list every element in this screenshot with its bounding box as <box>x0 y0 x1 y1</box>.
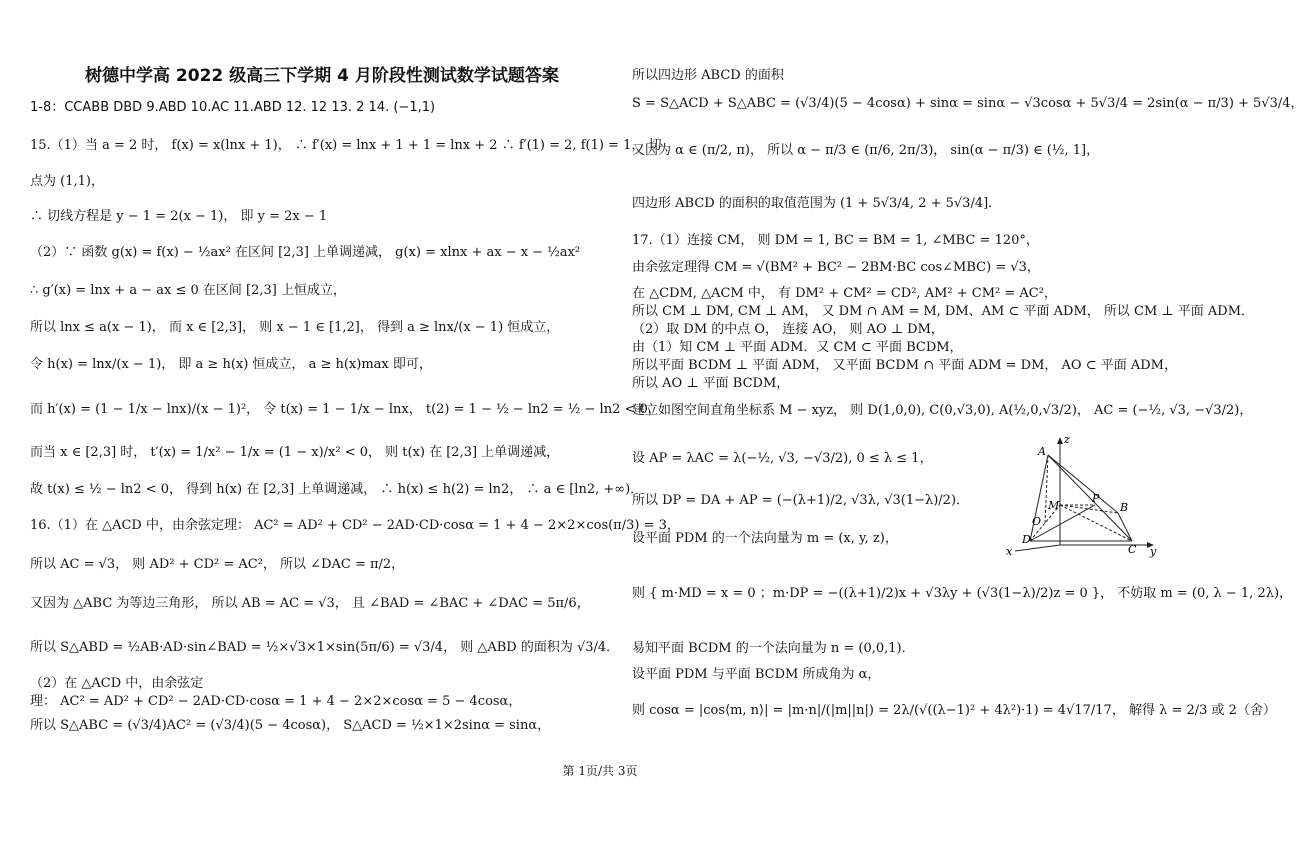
text-line: 建立如图空间直角坐标系 M − xyz， 则 D(1,0,0), C(0,√3,0), A(½,0,√3/2)， AC = (−½, √3, −√3/2)， <box>632 403 1253 418</box>
text-line: 16.（1）在 △ACD 中，由余弦定理： AC² = AD² + CD² − 2AD·CD·cosα = 1 + 4 − 2×2×cos(π/3) = 3， <box>30 518 680 533</box>
answer-key: 1-8：CCABB DBD 9.ABD 10.AC 11.ABD 12. 12 13. 2 14. (−1,1) <box>30 100 436 115</box>
text-line: 则 { m·MD = x = 0 ；m·DP = −((λ+1)/2)x + √3λy + (√3(1−λ)/2)z = 0 }， 不妨取 m = (0, λ − 1, 2λ)， <box>632 586 1293 601</box>
text-line: 由余弦定理得 CM = √(BM² + BC² − 2BM·BC cos∠MBC) = √3， <box>632 260 1040 275</box>
page-footer: 第 1页/共 3页 <box>562 764 638 778</box>
label-d: D <box>1022 533 1031 546</box>
page-title: 树德中学高 2022 级高三下学期 4 月阶段性测试数学试题答案 <box>85 66 559 86</box>
label-y: y <box>1150 545 1157 558</box>
text-line: 点为 (1,1)， <box>30 174 104 189</box>
label-x: x <box>1006 545 1013 558</box>
text-line: 15.（1）当 a = 2 时， f(x) = x(lnx + 1)， ∴ f′(x) = lnx + 1 + 1 = lnx + 2 ∴ f′(1) = 2, f(1) = 1， 切 <box>30 138 662 153</box>
text-line: 而 h′(x) = (1 − 1/x − lnx)/(x − 1)²， 令 t(x) = 1 − 1/x − lnx， t(2) = 1 − ½ − ln2 = ½ − ln2 < 0， <box>30 402 661 417</box>
text-line: 则 cosα = |cos⟨m, n⟩| = |m·n|/(|m||n|) = 2λ/(√((λ−1)² + 4λ²)·1) = 4√17/17， 解得 λ = 2/3 或 2（舍） <box>632 703 1276 718</box>
text-line: 令 h(x) = lnx/(x − 1)， 即 a ≥ h(x) 恒成立， a ≥ h(x)max 即可， <box>30 357 432 372</box>
text-line: 所以 CM ⊥ DM, CM ⊥ AM， 又 DM ∩ AM = M, DM、AM ⊂ 平面 ADM， 所以 CM ⊥ 平面 ADM． <box>632 304 1255 319</box>
z-arrow-icon <box>1057 437 1063 444</box>
text-line: 由（1）知 CM ⊥ 平面 ADM．又 CM ⊂ 平面 BCDM， <box>632 340 963 355</box>
text-line: 所以 AC = √3， 则 AD² + CD² = AC²， 所以 ∠DAC = π/2， <box>30 557 405 572</box>
text-line: 理： AC² = AD² + CD² − 2AD·CD·cosα = 1 + 4 − 2×2×cosα = 5 − 4cosα， <box>30 694 522 709</box>
text-line: 设平面 PDM 与平面 BCDM 所成角为 α， <box>632 667 881 682</box>
label-a: A <box>1038 445 1046 458</box>
text-line: 设平面 PDM 的一个法向量为 m = (x, y, z)， <box>632 531 898 546</box>
text-line: 所以 S△ABC = (√3/4)AC² = (√3/4)(5 − 4cosα)， S△ACD = ½×1×2sinα = sinα， <box>30 718 551 733</box>
label-o: O <box>1032 515 1042 528</box>
text-line: 而当 x ∈ [2,3] 时， t′(x) = 1/x² − 1/x = (1 − x)/x² < 0， 则 t(x) 在 [2,3] 上单调递减， <box>30 445 560 460</box>
text-line: 在 △CDM, △ACM 中， 有 DM² + CM² = CD², AM² + CM² = AC²， <box>632 286 1057 301</box>
text-line: 所以平面 BCDM ⊥ 平面 ADM， 又平面 BCDM ∩ 平面 ADM = DM， AO ⊂ 平面 ADM， <box>632 358 1177 373</box>
label-m: M <box>1048 499 1060 512</box>
text-line: 又因为 α ∈ (π/2, π)， 所以 α − π/3 ∈ (π/6, 2π/3)， sin(α − π/3) ∈ (½, 1]， <box>632 143 1100 158</box>
text-line: ∴ g′(x) = lnx + a − ax ≤ 0 在区间 [2,3] 上恒成立， <box>30 283 346 298</box>
label-p: P <box>1092 492 1100 505</box>
text-line: 所以 lnx ≤ a(x − 1)， 而 x ∈ [2,3]， 则 x − 1 ∈ [1,2]， 得到 a ≥ lnx/(x − 1) 恒成立， <box>30 320 560 335</box>
label-b: B <box>1120 501 1129 514</box>
text-line: （2）在 △ACD 中，由余弦定 <box>30 676 204 691</box>
text-line: 又因为 △ABC 为等边三角形， 所以 AB = AC = √3， 且 ∠BAD = ∠BAC + ∠DAC = 5π/6， <box>30 596 590 611</box>
text-line: 所以 S△ABD = ½AB·AD·sin∠BAD = ½×√3×1×sin(5π/6) = √3/4， 则 △ABD 的面积为 √3/4． <box>30 640 620 655</box>
text-line: 所以 AO ⊥ 平面 BCDM， <box>632 376 790 391</box>
text-line: （2）取 DM 的中点 O， 连接 AO， 则 AO ⊥ DM， <box>632 322 944 337</box>
edge-ac <box>1048 455 1132 541</box>
text-line: 易知平面 BCDM 的一个法向量为 n = (0,0,1)． <box>632 641 915 656</box>
text-line: 所以 DP = DA + AP = (−(λ+1)/2, √3λ, √3(1−λ)/2)． <box>632 493 970 508</box>
text-line: S = S△ACD + S△ABC = (√3/4)(5 − 4cosα) + sinα = sinα − √3cosα + 5√3/4 = 2sin(α − π/3) + 5√3/4， <box>632 96 1304 111</box>
text-line: 设 AP = λAC = λ(−½, √3, −√3/2), 0 ≤ λ ≤ 1， <box>632 451 933 466</box>
text-line: 故 t(x) ≤ ½ − ln2 < 0， 得到 h(x) 在 [2,3] 上单调递减， ∴ h(x) ≤ h(2) = ln2， ∴ a ∈ [ln2, +∞)． <box>30 482 644 497</box>
geometry-figure <box>1000 433 1165 558</box>
edge-cb <box>1118 513 1132 541</box>
label-c: C <box>1128 543 1137 556</box>
text-line: 四边形 ABCD 的面积的取值范围为 (1 + 5√3/4, 2 + 5√3/4]． <box>632 196 1002 211</box>
label-z: z <box>1064 433 1070 446</box>
text-line: 17.（1）连接 CM， 则 DM = 1, BC = BM = 1, ∠MBC = 120°， <box>632 233 1039 248</box>
text-line: （2）∵ 函数 g(x) = f(x) − ½ax² 在区间 [2,3] 上单调递减， g(x) = xlnx + ax − x − ½ax² <box>30 245 581 260</box>
text-line: 所以四边形 ABCD 的面积 <box>632 68 784 83</box>
edge-ad <box>1030 455 1048 541</box>
text-line: ∴ 切线方程是 y − 1 = 2(x − 1)， 即 y = 2x − 1 <box>30 209 328 224</box>
